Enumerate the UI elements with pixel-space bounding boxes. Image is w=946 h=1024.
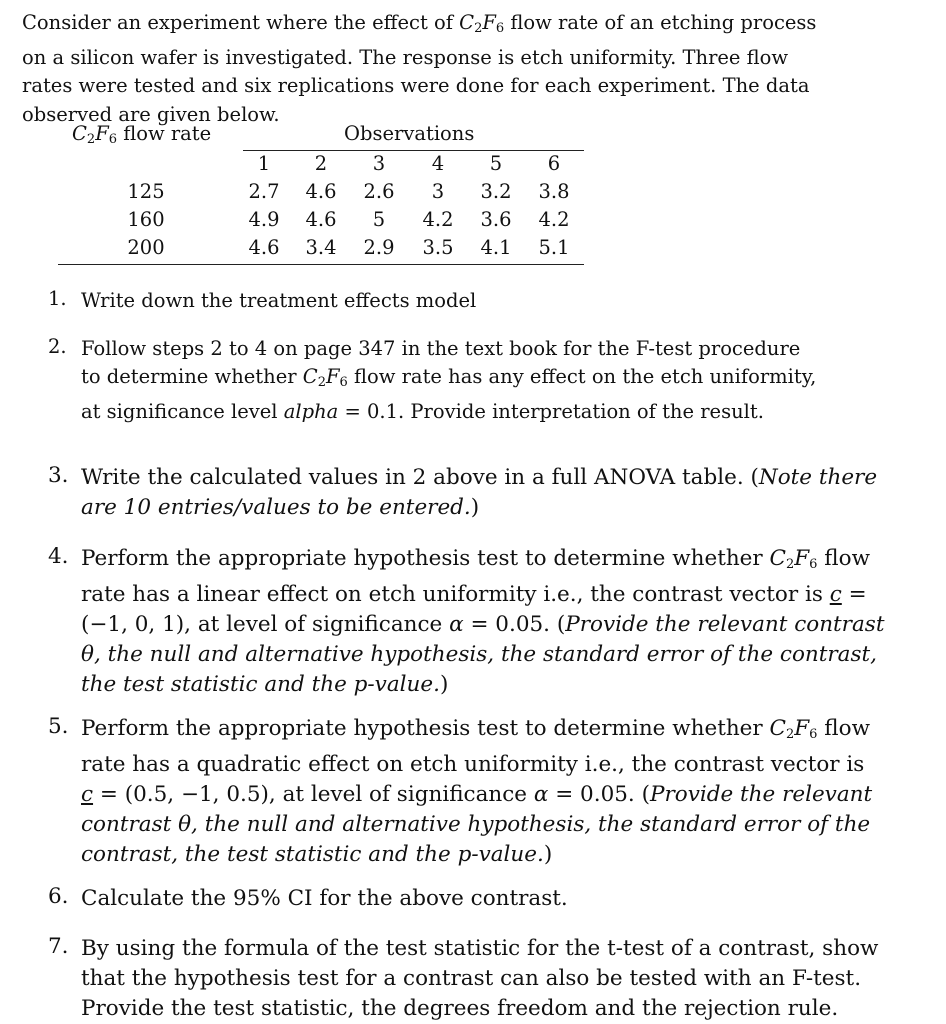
data-table	[58, 122, 584, 259]
intro-line-2: on a silicon wafer is investigated. The response is etch uniformity. Three flow	[22, 45, 789, 69]
question-text: Perform the appropriate hypothesis test to determine whether $C_2F_6$ flow	[81, 546, 870, 572]
obs-index: 2	[314, 152, 328, 175]
obs-index: 3	[372, 152, 386, 175]
obs-cell: 2.6	[363, 180, 395, 203]
obs-cell: 4.9	[248, 208, 280, 231]
question-number: 1.	[48, 287, 67, 310]
question-number: 7.	[48, 934, 69, 959]
intro-line-3: rates were tested and six replications were done for each experiment. The data	[22, 74, 810, 98]
question-text: to determine whether $C_2F_6$ flow rate has any effect on the etch uniformity,	[81, 365, 817, 391]
intro-line-1: Consider an experiment where the effect of $C_2F_6$ flow rate of an etching process	[22, 11, 817, 36]
question-text: Write down the treatment effects model	[81, 289, 477, 312]
header-rule	[243, 150, 584, 151]
obs-index: 5	[489, 152, 503, 175]
intro-text: Consider an experiment where the effect of	[22, 11, 460, 34]
question-text: c = (0.5, −1, 0.5), at level of significance α = 0.05. (Provide the relevant	[81, 782, 873, 807]
question-text: Provide the test statistic, the degrees freedom and the rejection rule.	[81, 996, 839, 1021]
obs-cell: 4.6	[248, 236, 280, 259]
observations-header: Observations	[344, 122, 475, 145]
intro-paragraph	[22, 9, 882, 129]
question-number: 4.	[48, 544, 69, 569]
obs-cell: 3.8	[538, 180, 570, 203]
question-text: Calculate the 95% CI for the above contrast.	[81, 886, 568, 911]
obs-cell: 4.2	[422, 208, 454, 231]
question-text: Write the calculated values in 2 above in a full ANOVA table. (Note there	[81, 465, 878, 490]
flow-rate-cell: 200	[127, 236, 165, 259]
flow-rate-cell: 160	[127, 208, 165, 231]
question-text: at significance level alpha = 0.1. Provide interpretation of the result.	[81, 399, 764, 423]
question-text: contrast θ, the null and alternative hypothesis, the standard error of the	[81, 812, 871, 837]
observation-index-row	[58, 152, 584, 180]
obs-index: 1	[257, 152, 271, 175]
obs-cell: 3.4	[305, 236, 337, 259]
table-row	[58, 236, 584, 264]
obs-cell: 3.5	[422, 236, 454, 259]
flow-rate-cell: 125	[127, 180, 165, 203]
obs-cell: 3.6	[480, 208, 512, 231]
question-text: Perform the appropriate hypothesis test to determine whether $C_2F_6$ flow	[81, 716, 870, 742]
obs-cell: 4.6	[305, 208, 337, 231]
question-text: are 10 entries/values to be entered.)	[81, 495, 480, 520]
question-number: 3.	[48, 463, 69, 488]
question-number: 5.	[48, 714, 69, 739]
obs-cell: 3	[431, 180, 445, 203]
obs-cell: 2.9	[363, 236, 395, 259]
question-text: the test statistic and the p-value.)	[81, 672, 449, 697]
question-text: Follow steps 2 to 4 on page 347 in the text book for the F-test procedure	[81, 337, 801, 360]
question-number: 6.	[48, 884, 69, 909]
obs-cell: 4.2	[538, 208, 570, 231]
table-header-row	[58, 122, 584, 150]
question-text: By using the formula of the test statistic for the t-test of a contrast, show	[81, 936, 879, 961]
question-text: that the hypothesis test for a contrast can also be tested with an F-test.	[81, 966, 862, 991]
obs-cell: 4.6	[305, 180, 337, 203]
flow-rate-header: $C_2F_6$ flow rate	[72, 122, 212, 147]
intro-line-4: observed are given below.	[22, 102, 280, 126]
chem-formula: $C_2F_6$	[459, 11, 505, 36]
obs-index: 6	[547, 152, 561, 175]
question-text: rate has a linear effect on etch uniformity i.e., the contrast vector is c =	[81, 582, 867, 607]
obs-cell: 3.2	[480, 180, 512, 203]
obs-cell: 5	[372, 208, 386, 231]
question-text: (−1, 0, 1), at level of significance α = 0.05. (Provide the relevant contrast	[81, 612, 885, 637]
question-text: θ, the null and alternative hypothesis, the standard error of the contrast,	[81, 642, 877, 667]
obs-cell: 5.1	[538, 236, 570, 259]
obs-cell: 2.7	[248, 180, 280, 203]
table-row	[58, 208, 584, 236]
obs-cell: 4.1	[480, 236, 512, 259]
question-text: contrast, the test statistic and the p-value.)	[81, 842, 553, 867]
obs-index: 4	[431, 152, 445, 175]
table-row	[58, 180, 584, 208]
question-text: rate has a quadratic effect on etch uniformity i.e., the contrast vector is	[81, 752, 865, 777]
question-number: 2.	[48, 335, 67, 358]
table-bottom-rule	[58, 264, 584, 265]
